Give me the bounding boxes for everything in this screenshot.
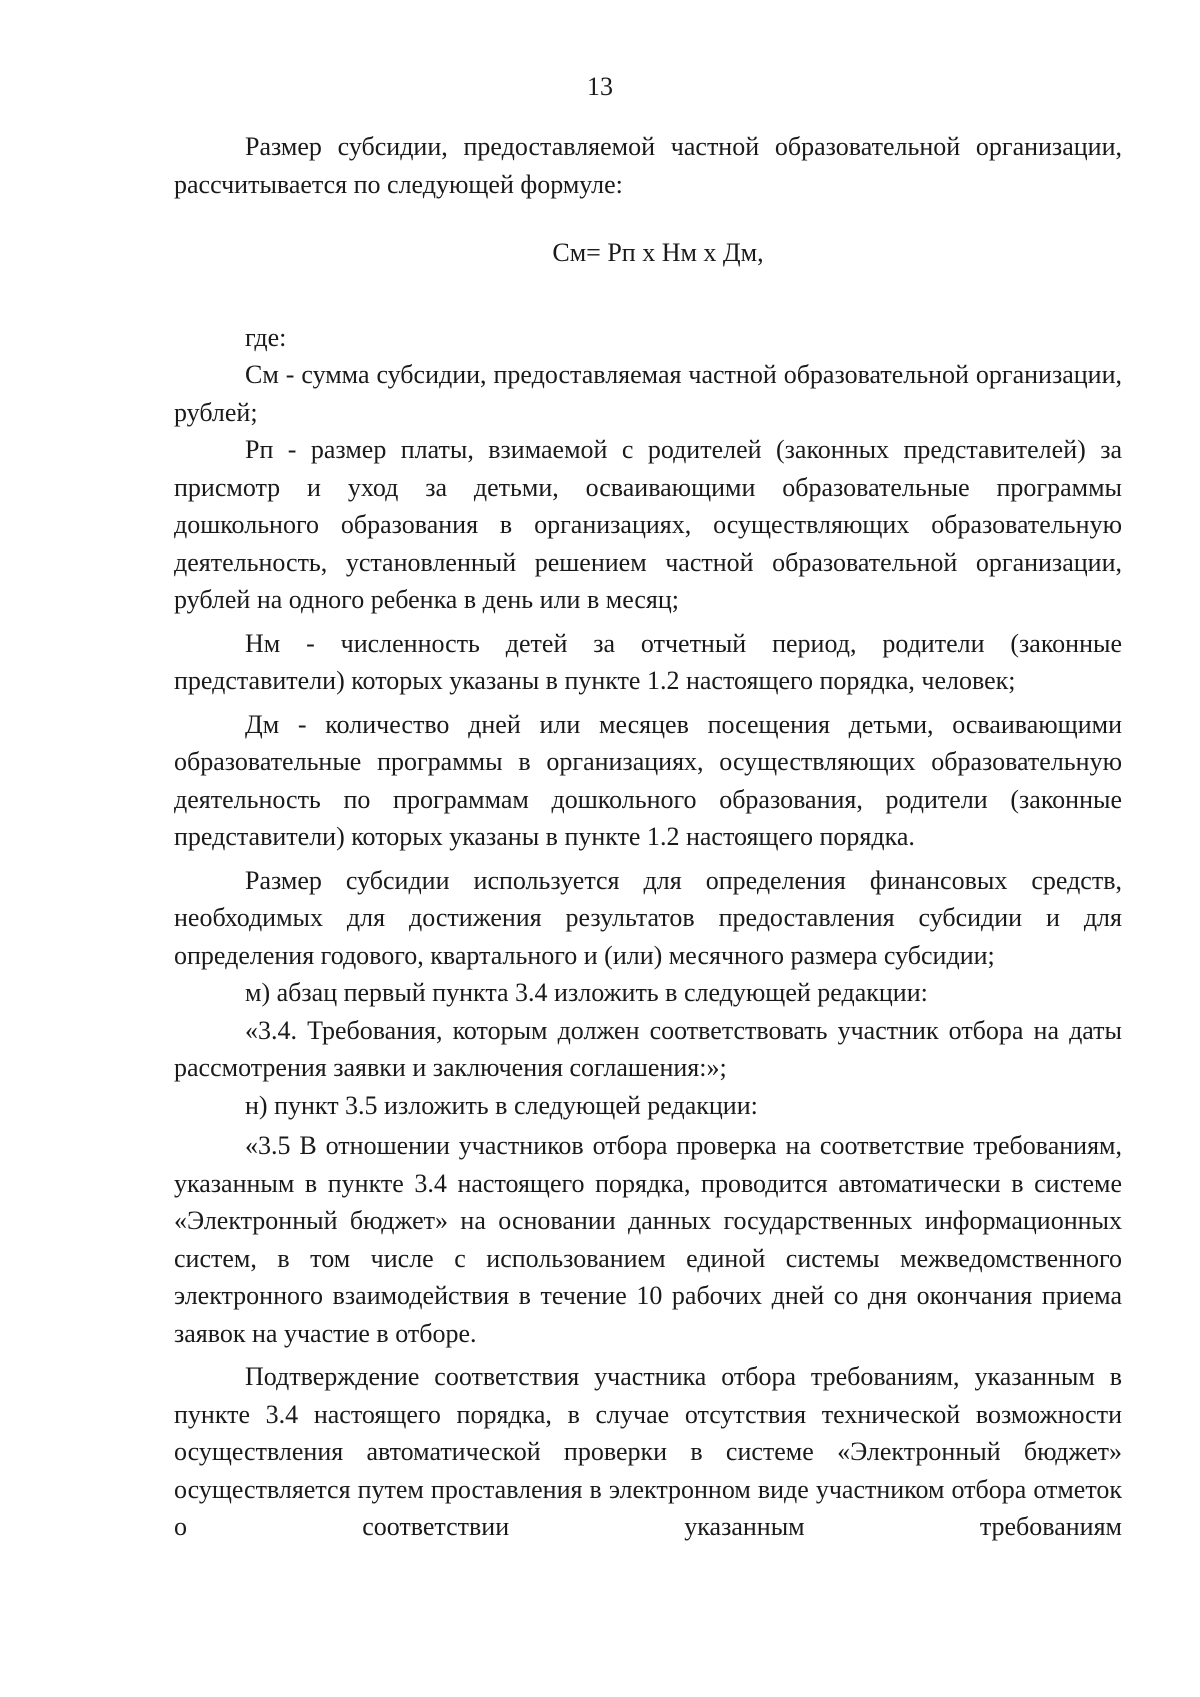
paragraph-nm-definition: Нм - численность детей за отчетный период, родители (законные представители) которых указаны в пункте 1.2 настоящего порядка, человек; [174,628,1122,695]
paragraph-confirmation: Подтверждение соответствия участника отбора требованиям, указанным в пункте 3.4 настоящего порядка, в случае отсутствия технической возможности осуществления автоматической проверки в системе «Электронный бюджет» осуществляется путем проставления в электронном виде участником отбора отметок о соответствии указанным требованиям [174,1362,1122,1541]
paragraph-requirements-3-4: «3.4. Требования, которым должен соответствовать участник отбора на даты рассмотрения заявки и заключения соглашения:»; [174,1015,1122,1082]
paragraph-sm-definition: См - сумма субсидии, предоставляемая частной образовательной организации, рублей; [174,360,1122,427]
page-number: 13 [587,72,613,101]
paragraph-clause-3-5: «3.5 В отношении участников отбора проверка на соответствие требованиям, указанным в пункте 3.4 настоящего порядка, проводится автоматически в системе «Электронный бюджет» на основании данных государственных информационных систем, в том числе с использованием единой системы межведомственного электронного взаимодействия в течение 10 рабочих дней со дня окончания приема заявок на участие в отборе. [174,1131,1122,1348]
paragraph-amendment-n: н) пункт 3.5 изложить в следующей редакции: [245,1090,758,1120]
document-body [174,128,1122,1546]
paragraph-where: где: [245,322,287,352]
formula: См= Рп х Нм х Дм, [552,238,764,267]
paragraph-subsidy-size: Размер субсидии, предоставляемой частной образовательной организации, рассчитывается по следующей формуле: [174,132,1122,199]
paragraph-subsidy-usage: Размер субсидии используется для определения финансовых средств, необходимых для достижения результатов предоставления субсидии и для определения годового, квартального и (или) месячного размера субсидии; [174,865,1122,970]
paragraph-dm-definition: Дм - количество дней или месяцев посещения детьми, осваивающими образовательные программы в организациях, осуществляющих образовательную деятельность по программам дошкольного образования, родители (законные представители) которых указаны в пункте 1.2 настоящего порядка. [174,709,1122,851]
paragraph-rp-definition: Рп - размер платы, взимаемой с родителей (законных представителей) за присмотр и уход за детьми, осваивающими образовательные программы дошкольного образования в организациях, осуществляющих образовательную деятельность, установленный решением частной образовательной организации, рублей на одного ребенка в день или в месяц; [174,435,1122,614]
paragraph-amendment-m: м) абзац первый пункта 3.4 изложить в следующей редакции: [245,978,928,1007]
